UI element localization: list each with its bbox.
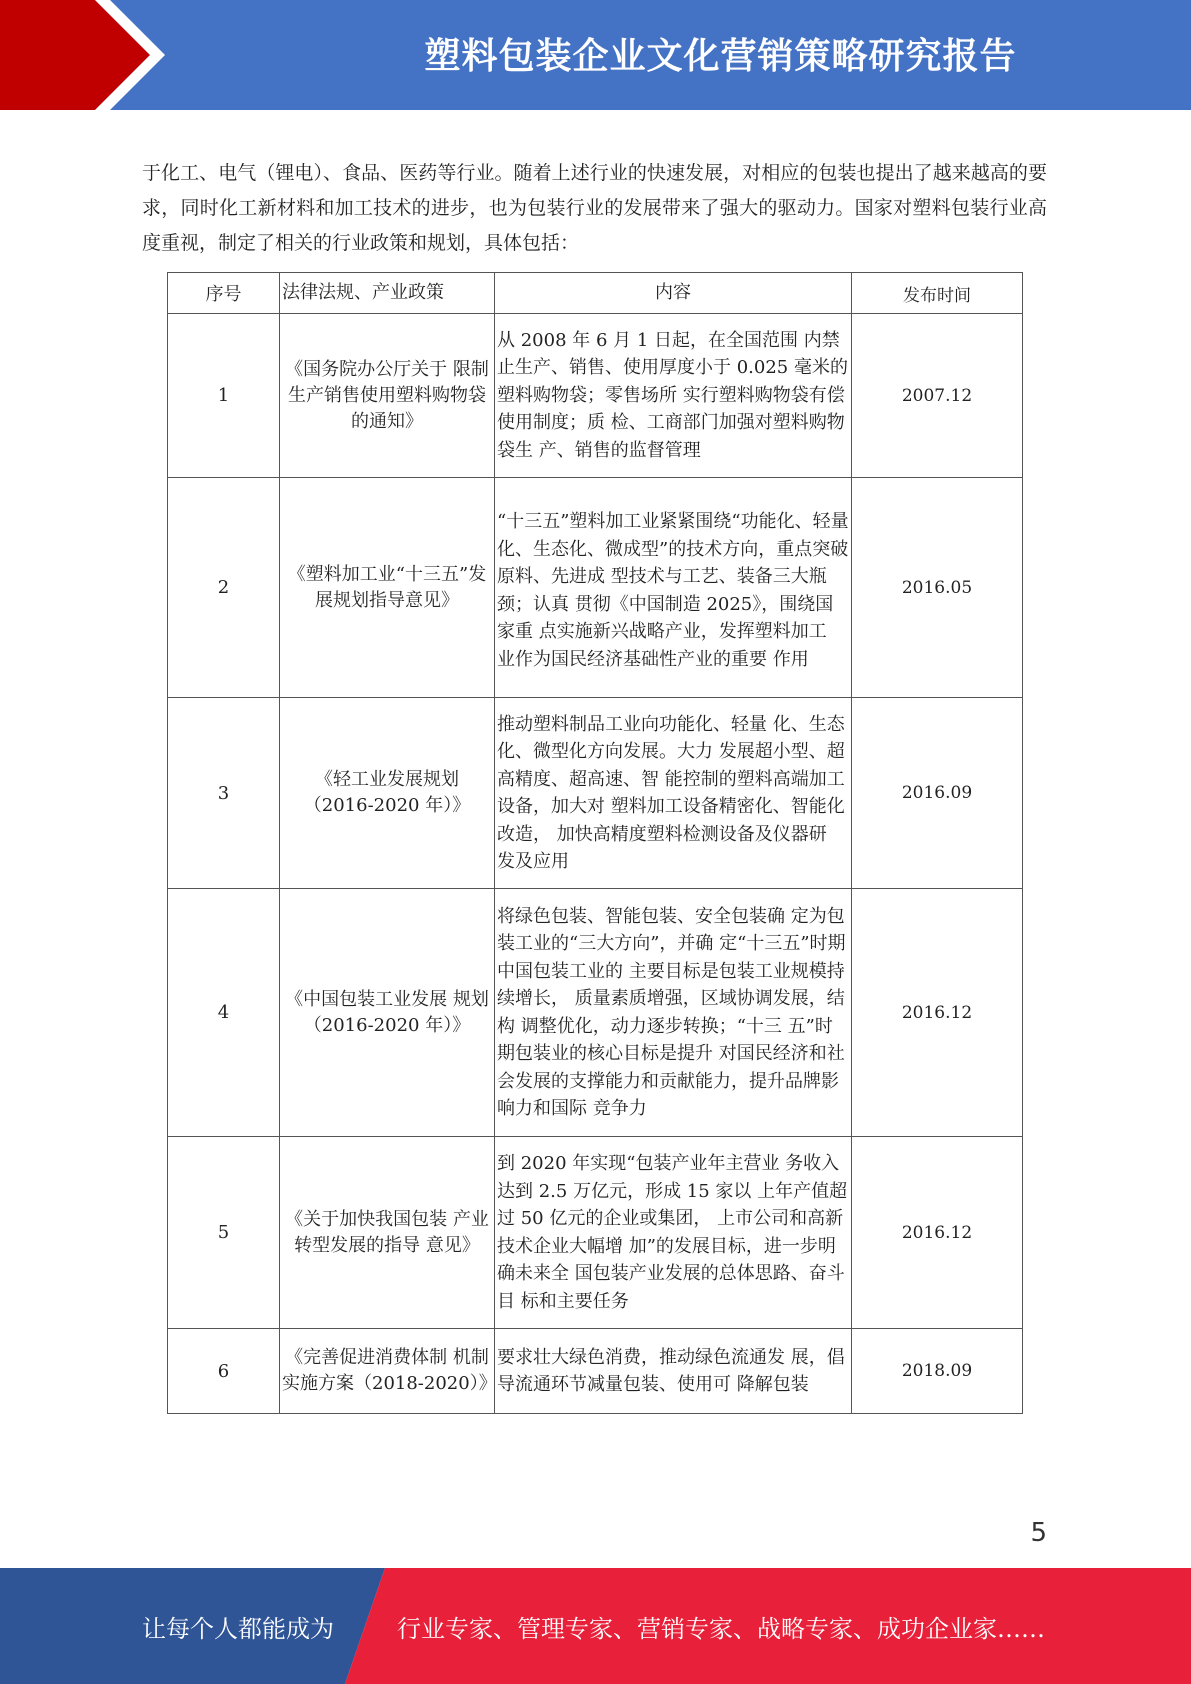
table-header-row: [168, 273, 1023, 314]
row-no: 1: [168, 314, 280, 478]
table-row: [168, 478, 1023, 698]
row-law: 《轻工业发展规划（2016-2020 年）》: [280, 698, 495, 889]
header-date: 发布时间: [852, 273, 1023, 314]
header-no: 序号: [168, 273, 280, 314]
header-content: 内容: [495, 273, 852, 314]
row-date: 2016.09: [852, 698, 1023, 889]
page-number: 5: [1030, 1518, 1047, 1548]
row-law: 《完善促进消费体制 机制实施方案（2018-2020）》: [280, 1329, 495, 1414]
row-no: 6: [168, 1329, 280, 1414]
row-content: 将绿色包装、智能包装、安全包装确 定为包装工业的“三大方向”，并确 定“十三五”时期中国包装工业的 主要目标是包装工业规模持续增长， 质量素质增强，区域协调发展，结构 调整优化，动力逐步转换；“十三 五”时期包装业的核心目标是提升 对国民经济和社会发展的支撑能力和贡献能力，提升品牌影响力和国际 竞争力: [495, 889, 852, 1137]
row-content: 推动塑料制品工业向功能化、轻量 化、生态化、微型化方向发展。大力 发展超小型、超高精度、超高速、智 能控制的塑料高端加工设备，加大对 塑料加工设备精密化、智能化改造， 加快高精度塑料检测设备及仪器研 发及应用: [495, 698, 852, 889]
row-date: 2016.12: [852, 889, 1023, 1137]
report-title: 塑料包装企业文化营销策略研究报告: [424, 35, 1017, 77]
row-no: 5: [168, 1137, 280, 1329]
table-row: [168, 889, 1023, 1137]
row-law: 《塑料加工业“十三五”发展规划指导意见》: [280, 478, 495, 698]
header-band: [0, 0, 1191, 110]
row-no: 3: [168, 698, 280, 889]
header-law: 法律法规、产业政策: [280, 273, 495, 314]
intro-paragraph: 于化工、电气（锂电）、食品、医药等行业。随着上述行业的快速发展，对相应的包装也提出了越来越高的要求，同时化工新材料和加工技术的进步，也为包装行业的发展带来了强大的驱动力。国家对塑料包装行业高度重视，制定了相关的行业政策和规划，具体包括：: [142, 162, 1047, 254]
table-row: [168, 698, 1023, 889]
table-row: [168, 1329, 1023, 1414]
table-row: [168, 1137, 1023, 1329]
row-content: 从 2008 年 6 月 1 日起，在全国范围 内禁止生产、销售、使用厚度小于 0.025 毫米的塑料购物袋；零售场所 实行塑料购物袋有偿使用制度；质 检、工商部门加强对塑料购物袋生 产、销售的监督管理: [495, 314, 852, 478]
footer-slogan-right: 行业专家、管理专家、营销专家、战略专家、成功企业家……: [397, 1614, 1045, 1643]
footer-band: [0, 1568, 1191, 1684]
row-date: 2016.12: [852, 1137, 1023, 1329]
row-law: 《中国包装工业发展 规划（2016-2020 年）》: [280, 889, 495, 1137]
row-date: 2016.05: [852, 478, 1023, 698]
row-no: 4: [168, 889, 280, 1137]
table-row: [168, 314, 1023, 478]
row-content: 到 2020 年实现“包装产业年主营业 务收入达到 2.5 万亿元，形成 15 家以 上年产值超过 50 亿元的企业或集团， 上市公司和高新技术企业大幅增 加”的发展目标，进一步明确未来全 国包装产业发展的总体思路、奋斗目 标和主要任务: [495, 1137, 852, 1329]
row-law: 《关于加快我国包装 产业转型发展的指导 意见》: [280, 1137, 495, 1329]
policy-table: [167, 272, 1023, 1414]
row-date: 2018.09: [852, 1329, 1023, 1414]
footer-slogan-left: 让每个人都能成为: [142, 1614, 334, 1643]
row-content: 要求壮大绿色消费，推动绿色流通发 展，倡导流通环节减量包装、使用可 降解包装: [495, 1329, 852, 1414]
row-date: 2007.12: [852, 314, 1023, 478]
row-no: 2: [168, 478, 280, 698]
row-content: “十三五”塑料加工业紧紧围绕“功能化、轻量化、生态化、微成型”的技术方向，重点突破原料、先进成 型技术与工艺、装备三大瓶颈；认真 贯彻《中国制造 2025》，围绕国家重 点实施新兴战略产业，发挥塑料加工 业作为国民经济基础性产业的重要 作用: [495, 478, 852, 698]
row-law: 《国务院办公厅关于 限制生产销售使用塑料购物袋的通知》: [280, 314, 495, 478]
